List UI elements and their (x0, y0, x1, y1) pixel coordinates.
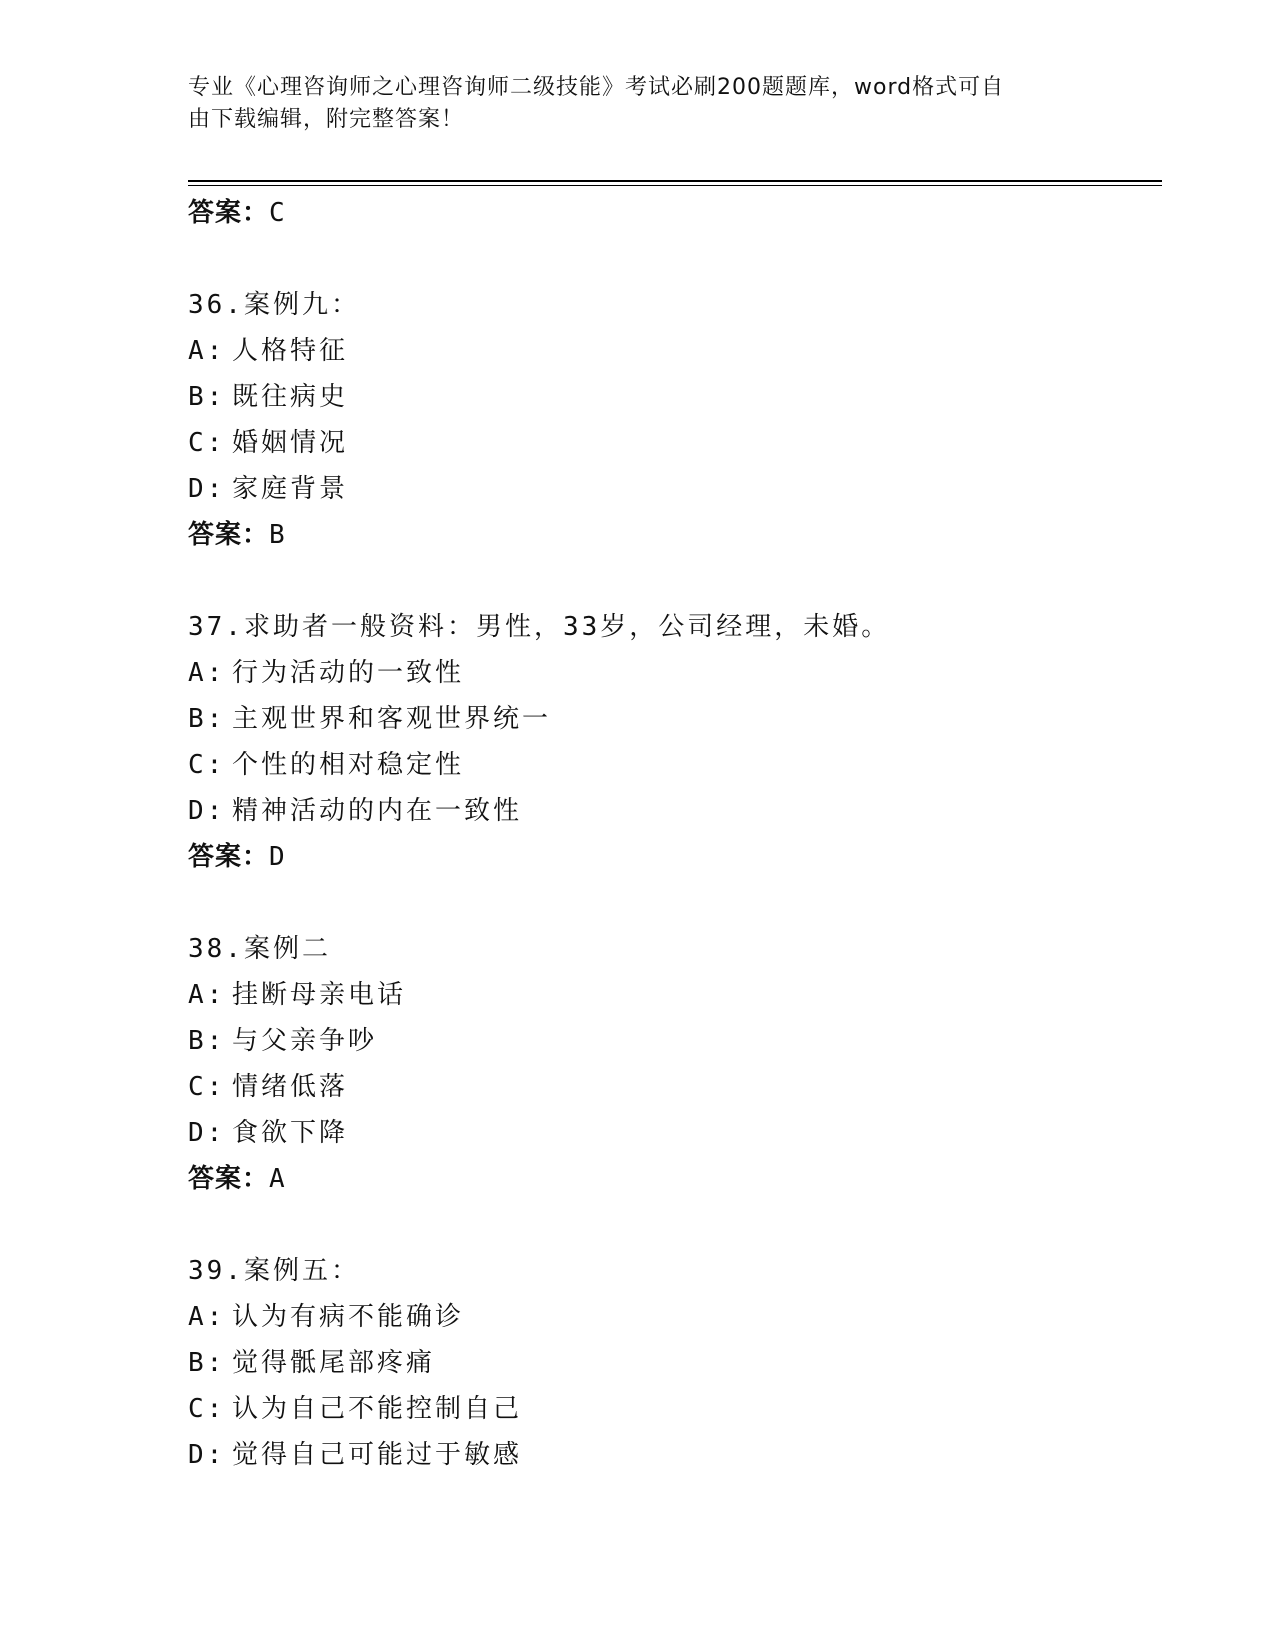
option-a (188, 1294, 1162, 1340)
document-header (188, 72, 1068, 136)
question-list (188, 190, 1162, 1524)
answer-value: A (269, 1164, 286, 1194)
option-d (188, 788, 1162, 834)
question-37 (188, 604, 1162, 880)
option-key: C: (188, 1394, 226, 1424)
header-divider-thin (188, 185, 1162, 186)
option-c (188, 420, 1162, 466)
answer-value: D (269, 842, 286, 872)
answer-label: 答案： (188, 842, 270, 872)
option-text: 情绪低落 (232, 1072, 349, 1102)
question-stem: 39.案例五： (188, 1256, 360, 1286)
answer-line (188, 834, 1162, 880)
option-key: D: (188, 1440, 226, 1470)
option-key: D: (188, 474, 226, 504)
question-stem: 38.案例二 (188, 934, 331, 964)
question-36 (188, 282, 1162, 558)
option-text: 觉得自己可能过于敏感 (232, 1440, 523, 1470)
option-key: B: (188, 704, 226, 734)
header-line-1: 专业《心理咨询师之心理咨询师二级技能》考试必刷200题题库，word格式可自 (188, 75, 1005, 100)
option-b (188, 1018, 1162, 1064)
option-text: 个性的相对稳定性 (232, 750, 465, 780)
option-a (188, 328, 1162, 374)
previous-answer-line (188, 190, 1162, 236)
option-text: 主观世界和客观世界统一 (232, 704, 552, 734)
option-text: 婚姻情况 (232, 428, 349, 458)
answer-value: C (269, 198, 286, 228)
option-text: 行为活动的一致性 (232, 658, 465, 688)
answer-value: B (269, 520, 286, 550)
option-b (188, 696, 1162, 742)
option-key: D: (188, 796, 226, 826)
question-stem: 37.求助者一般资料：男性，33岁，公司经理，未婚。 (188, 612, 891, 642)
option-b (188, 374, 1162, 420)
option-c (188, 1386, 1162, 1432)
question-38 (188, 926, 1162, 1202)
option-c (188, 1064, 1162, 1110)
answer-label: 答案： (188, 520, 270, 550)
answer-line (188, 512, 1162, 558)
header-line-2: 由下载编辑，附完整答案！ (188, 107, 465, 132)
option-key: C: (188, 1072, 226, 1102)
option-text: 精神活动的内在一致性 (232, 796, 523, 826)
answer-line (188, 1156, 1162, 1202)
option-text: 觉得骶尾部疼痛 (232, 1348, 436, 1378)
option-key: A: (188, 1302, 226, 1332)
option-c (188, 742, 1162, 788)
option-d (188, 466, 1162, 512)
option-text: 人格特征 (232, 336, 349, 366)
option-text: 与父亲争吵 (232, 1026, 378, 1056)
option-text: 家庭背景 (232, 474, 349, 504)
question-39 (188, 1248, 1162, 1478)
option-a (188, 972, 1162, 1018)
option-key: A: (188, 658, 226, 688)
option-key: C: (188, 750, 226, 780)
option-key: B: (188, 1026, 226, 1056)
option-text: 食欲下降 (232, 1118, 349, 1148)
option-d (188, 1432, 1162, 1478)
answer-label: 答案： (188, 1164, 270, 1194)
header-divider-thick (188, 180, 1162, 182)
option-key: C: (188, 428, 226, 458)
option-key: B: (188, 1348, 226, 1378)
option-text: 认为有病不能确诊 (232, 1302, 465, 1332)
option-text: 挂断母亲电话 (232, 980, 407, 1010)
option-text: 认为自己不能控制自己 (232, 1394, 523, 1424)
option-key: B: (188, 382, 226, 412)
option-d (188, 1110, 1162, 1156)
option-key: A: (188, 980, 226, 1010)
option-a (188, 650, 1162, 696)
answer-label: 答案： (188, 198, 270, 228)
option-text: 既往病史 (232, 382, 349, 412)
option-key: A: (188, 336, 226, 366)
option-key: D: (188, 1118, 226, 1148)
question-stem: 36.案例九： (188, 290, 360, 320)
option-b (188, 1340, 1162, 1386)
